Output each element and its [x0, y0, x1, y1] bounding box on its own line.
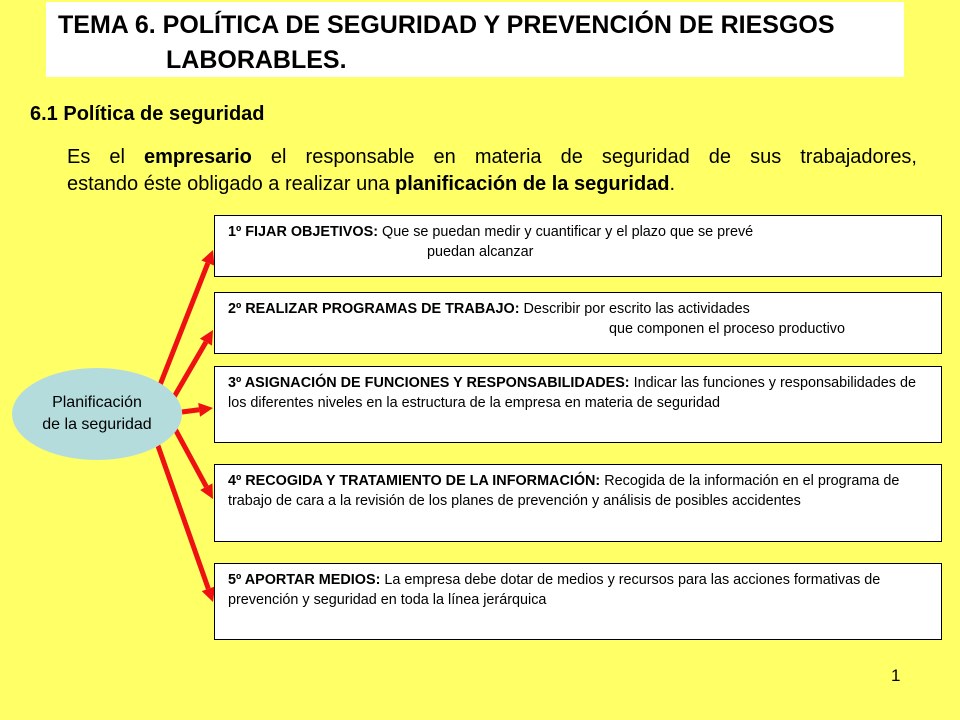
- planning-node: [12, 368, 182, 460]
- step-5-text: La empresa debe dotar de medios y recursos para las acciones formativas de prevención y seguridad en toda la línea jerárquica: [228, 572, 881, 608]
- step-2-text-cont: que componen el proceso productivo: [609, 321, 845, 337]
- step-4-heading: 4º RECOGIDA Y TRATAMIENTO DE LA INFORMACIÓN:: [228, 473, 601, 489]
- emphasis-planificacion: planificación de la seguridad: [395, 173, 670, 195]
- arrow-5-head: [202, 586, 215, 602]
- step-box-3: [214, 366, 942, 443]
- step-3-text: Indicar las funciones y responsabilidades de los diferentes niveles en la estructura de la empresa en materia de seguridad: [228, 375, 916, 411]
- step-5-heading: 5º APORTAR MEDIOS:: [228, 572, 381, 588]
- planning-node-label-2: de la seguridad: [42, 416, 152, 433]
- emphasis-empresario: empresario: [144, 146, 252, 168]
- page-number: 1: [891, 666, 901, 685]
- step-2-heading: 2º REALIZAR PROGRAMAS DE TRABAJO:: [228, 301, 520, 317]
- step-2-text: Describir por escrito las actividades: [519, 301, 750, 317]
- step-box-2: [214, 292, 942, 354]
- step-box-5: [214, 563, 942, 640]
- step-1-heading: 1º FIJAR OBJETIVOS:: [228, 224, 378, 240]
- step-1-text-cont: puedan alcanzar: [427, 244, 534, 260]
- step-box-1: [214, 215, 942, 277]
- page-title-continuation: LABORABLES.: [166, 46, 347, 74]
- arrow-3-head: [198, 403, 213, 417]
- arrow-5-shaft: [157, 443, 208, 589]
- step-box-4: [214, 464, 942, 542]
- page-title: TEMA 6. POLÍTICA DE SEGURIDAD Y PREVENCIÓN DE RIESGOS: [58, 11, 835, 39]
- step-4-text: Recogida de la información en el programa de trabajo de cara a la revisión de los planes de prevención y análisis de posibles accidentes: [228, 473, 900, 509]
- step-1-text: Que se puedan medir y cuantificar y el plazo que se prevé: [378, 224, 754, 240]
- arrow-1-shaft: [160, 263, 208, 385]
- arrow-3-shaft: [182, 410, 199, 412]
- section-heading: 6.1 Política de seguridad: [30, 103, 265, 125]
- intro-line-2: estando éste obligado a realizar una planificación de la seguridad.: [67, 173, 676, 195]
- planning-node-label-1: Planificación: [52, 394, 142, 411]
- arrow-4-shaft: [174, 427, 206, 487]
- intro-line-1: Es el empresario el responsable en materia de seguridad de sus trabajadores,: [67, 146, 917, 168]
- arrow-2-shaft: [174, 342, 206, 397]
- step-3-heading: 3º ASIGNACIÓN DE FUNCIONES Y RESPONSABILIDADES:: [228, 375, 630, 391]
